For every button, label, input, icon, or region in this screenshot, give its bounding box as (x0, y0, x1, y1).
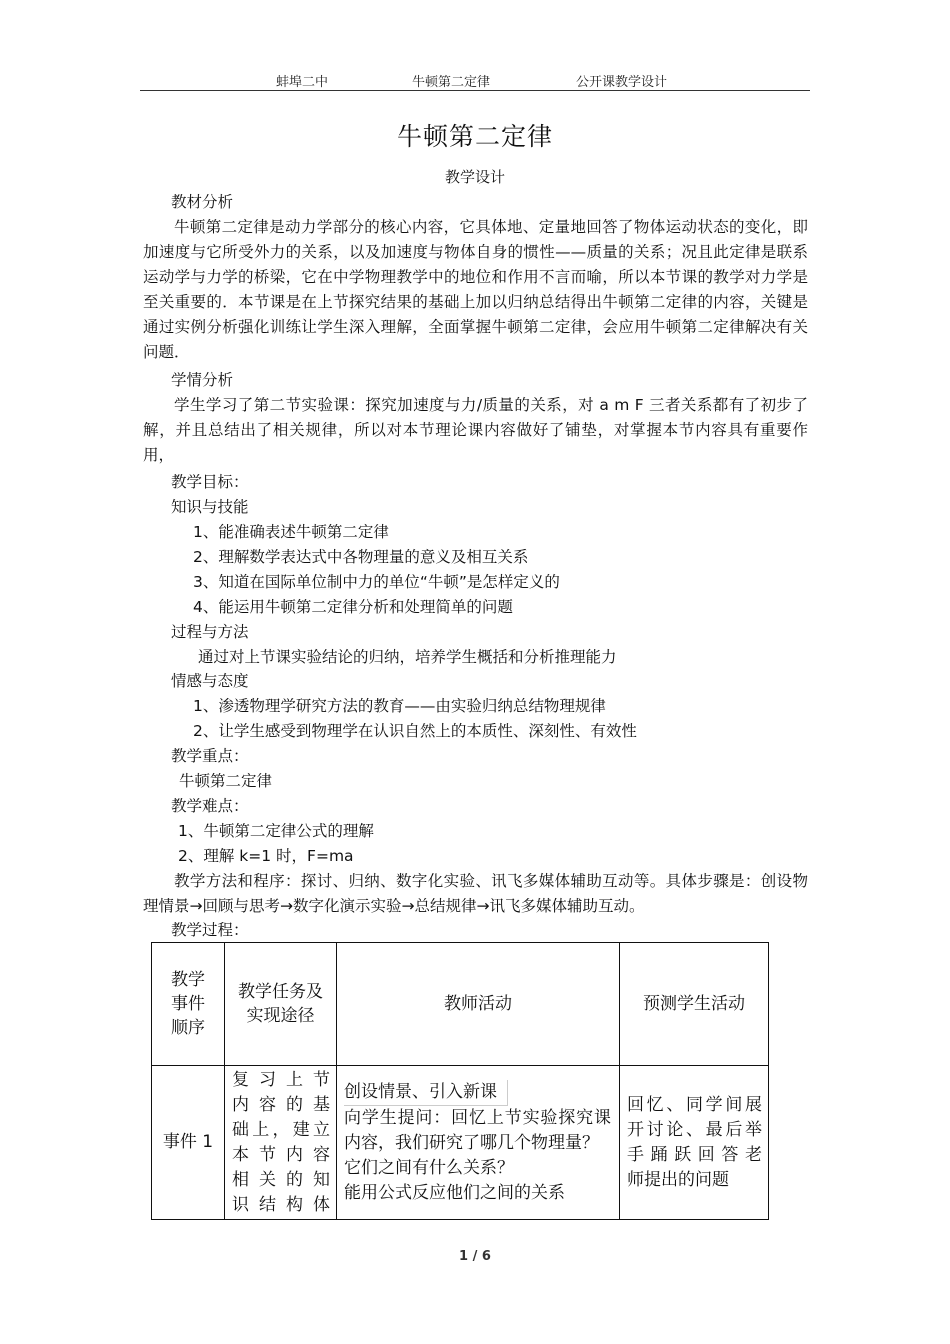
page-header (140, 70, 810, 91)
student-analysis-heading: 学情分析 (171, 371, 234, 389)
difficulty-item: 2、理解 k=1 时，F=ma (178, 847, 354, 865)
document-subtitle: 教学设计 (444, 168, 505, 186)
student-line: 回忆、同学间展 (627, 1094, 762, 1115)
knowledge-item: 3、知道在国际单位制中力的单位“牛顿”是怎样定义的 (193, 573, 560, 591)
task-cell (225, 1066, 337, 1220)
task-line: 复习上节 (232, 1069, 330, 1090)
header-type: 公开课教学设计 (576, 75, 668, 90)
emotion-item: 1、渗透物理学研究方法的教育——由实验归纳总结物理规律 (193, 697, 606, 715)
student-activity-cell (620, 1066, 769, 1220)
knowledge-heading: 知识与技能 (171, 498, 249, 516)
knowledge-item: 4、能运用牛顿第二定律分析和处理简单的问题 (193, 598, 513, 616)
event-cell: 事件 1 (152, 1066, 225, 1220)
emotion-item: 2、让学生感受到物理学在认识自然上的本质性、深刻性、有效性 (193, 722, 637, 740)
key-point-heading: 教学重点： (171, 747, 249, 765)
task-line: 础上，建立 (232, 1119, 330, 1140)
teacher-activity-title: 创设情景、引入新课 (344, 1080, 508, 1106)
header-school: 蚌埠二中 (276, 75, 329, 90)
document-title: 牛顿第二定律 (396, 122, 553, 151)
process-heading: 教学过程： (171, 921, 249, 939)
material-analysis-heading: 教材分析 (171, 193, 234, 211)
material-analysis-text: 牛顿第二定律是动力学部分的核心内容，它具体地、定量地回答了物体运动状态的变化，即加速度与它所受外力的关系，以及加速度与物体自身的惯性——质量的关系；况且此定律是联系运动学与力学的桥梁，它在中学物理教学中的地位和作用不言而喻，所以本节课的教学对力学是至关重要的．本节课是在上节探究结果的基础上加以归纳总结得出牛顿第二定律的内容，关键是通过实例分析强化训练让学生深入理解，全面掌握牛顿第二定律，会应用牛顿第二定律解决有关问题． (143, 218, 808, 361)
key-point-text: 牛顿第二定律 (179, 772, 273, 790)
task-line: 识结构体 (232, 1194, 330, 1215)
knowledge-item: 2、理解数学表达式中各物理量的意义及相互关系 (193, 548, 529, 566)
teacher-activity-cell (337, 1066, 620, 1220)
header-topic: 牛顿第二定律 (412, 75, 491, 90)
task-line: 相关的知 (232, 1169, 330, 1190)
table-header-row (152, 943, 769, 1066)
teaching-process-table (151, 942, 769, 1220)
header-teacher-activity: 教师活动 (337, 943, 620, 1066)
process-method-text: 通过对上节课实验结论的归纳，培养学生概括和分析推理能力 (198, 648, 617, 666)
knowledge-item: 1、能准确表述牛顿第二定律 (193, 523, 389, 541)
student-analysis-text: 学生学习了第二节实验课：探究加速度与力/质量的关系，对 a m F 三者关系都有了初步了解，并且总结出了相关规律，所以对本节理论课内容做好了铺垫，对掌握本节内容具有重要作用， (143, 396, 808, 464)
difficulty-heading: 教学难点： (171, 797, 249, 815)
teacher-activity-line: 能用公式反应他们之间的关系 (344, 1182, 565, 1203)
teacher-activity-text: 向学生提问：回忆上节实验探究课内容，我们研究了哪几个物理量？ (344, 1107, 611, 1153)
header-event-order: 教学事件顺序 (152, 943, 225, 1066)
task-line: 内容的基 (232, 1094, 330, 1115)
emotion-heading: 情感与态度 (171, 672, 249, 690)
difficulty-item: 1、牛顿第二定律公式的理解 (178, 822, 374, 840)
table-row (152, 1066, 769, 1220)
objectives-heading: 教学目标： (171, 473, 249, 491)
teacher-activity-line: 它们之间有什么关系？ (344, 1157, 514, 1178)
task-line: 本节内容 (232, 1144, 330, 1165)
page-number: 1 / 6 (459, 1249, 491, 1264)
student-line: 开讨论、最后举 (627, 1119, 762, 1140)
methods-text: 教学方法和程序：探讨、归纳、数字化实验、讯飞多媒体辅助互动等。具体步骤是：创设物理情景→回顾与思考→数字化演示实验→总结规律→讯飞多媒体辅助互动。 (143, 872, 808, 915)
header-task: 教学任务及实现途径 (225, 943, 337, 1066)
student-line: 师提出的问题 (627, 1169, 729, 1190)
header-student-activity: 预测学生活动 (620, 943, 769, 1066)
student-line: 手踊跃回答老 (627, 1144, 762, 1165)
process-method-heading: 过程与方法 (171, 623, 249, 641)
